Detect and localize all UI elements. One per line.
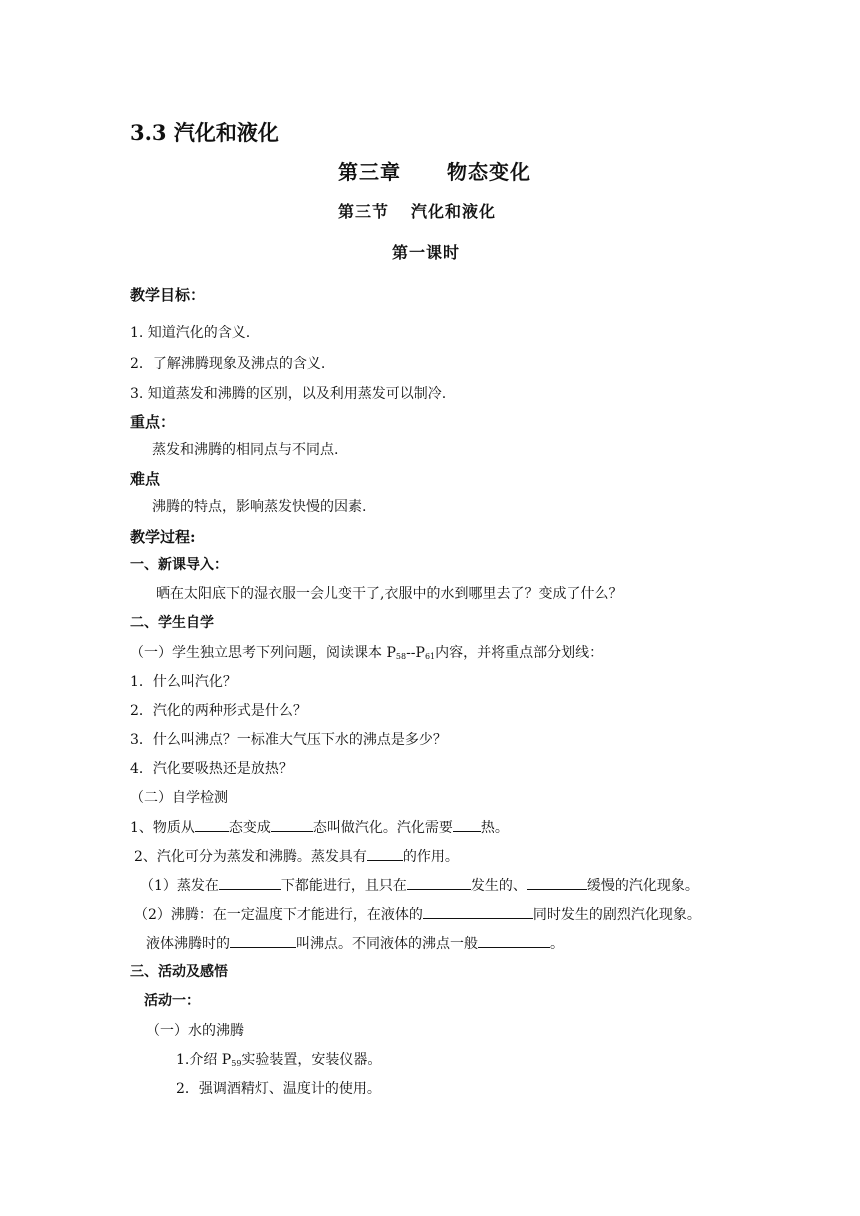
self-study-intro: （一）学生独立思考下列问题，阅读课本 $P_{58}--P_{61}$内容，并将重点部分划线：: [130, 645, 604, 661]
activity-subheading: （一）水的沸腾: [146, 1023, 244, 1039]
chapter-heading: [338, 159, 531, 185]
study-question: 2．汽化的两种形式是什么？: [130, 703, 307, 719]
answer-blank: [271, 818, 313, 832]
activity-step: 1.介绍 $P_{59}$实验装置，安装仪器。: [176, 1052, 382, 1068]
difficulty-text: 沸腾的特点，影响蒸发快慢的因素.: [152, 499, 367, 515]
chapter-number: 第三章: [338, 160, 401, 184]
part3-heading: 三、活动及感悟: [130, 964, 228, 980]
fill-blank-line: 2、汽化可分为蒸发和沸腾。蒸发具有 的作用。: [134, 849, 459, 865]
chapter-name: 物态变化: [447, 160, 531, 184]
answer-blank: [230, 934, 296, 948]
part2-heading: 二、学生自学: [130, 615, 214, 631]
document-title: 3.3 汽化和液化: [130, 120, 279, 145]
key-point-text: 蒸发和沸腾的相同点与不同点.: [152, 442, 339, 458]
goals-heading: 教学目标：: [130, 286, 206, 304]
answer-blank: [407, 876, 471, 890]
activity-step: 2．强调酒精灯、温度计的使用。: [176, 1081, 381, 1097]
answer-blank: [453, 818, 481, 832]
goal-item: 2．了解沸腾现象及沸点的含义.: [130, 356, 326, 372]
fill-blank-line: 1、物质从 态变成 态叫做汽化。汽化需要 热。: [130, 820, 509, 836]
section-number: 第三节: [338, 202, 390, 221]
part1-heading: 一、新课导入：: [130, 557, 228, 573]
fill-blank-line: （2）沸腾：在一定温度下才能进行，在液体的 同时发生的剧烈汽化现象。: [134, 907, 701, 923]
difficulty-heading: 难点: [130, 470, 161, 488]
key-point-heading: 重点：: [130, 413, 176, 431]
goal-item: 3. 知道蒸发和沸腾的区别，以及利用蒸发可以制冷.: [130, 386, 447, 402]
study-question: 1．什么叫汽化？: [130, 674, 237, 690]
section-heading: [338, 201, 496, 223]
answer-blank: [219, 876, 281, 890]
answer-blank: [478, 934, 550, 948]
answer-blank: [367, 847, 403, 861]
activity-label: 活动一：: [144, 993, 200, 1009]
process-heading: 教学过程:: [130, 528, 196, 546]
study-question: 3．什么叫沸点？一标准大气压下水的沸点是多少？: [130, 732, 447, 748]
fill-blank-line: 液体沸腾时的 叫沸点。不同液体的沸点一般 。: [146, 936, 564, 952]
answer-blank: [195, 818, 229, 832]
goal-item: 1. 知道汽化的含义.: [130, 325, 251, 341]
answer-blank: [527, 876, 587, 890]
part1-text: 晒在太阳底下的湿衣服一会儿变干了,衣服中的水到哪里去了？变成了什么？: [156, 586, 623, 602]
fill-blank-line: （1）蒸发在 下都能进行，且只在 发生的、 缓慢的汽化现象。: [140, 878, 699, 894]
study-question: 4．汽化要吸热还是放热？: [130, 761, 293, 777]
lesson-label: 第一课时: [392, 243, 461, 262]
answer-blank: [423, 905, 533, 919]
self-check-heading: （二）自学检测: [130, 790, 228, 806]
section-name: 汽化和液化: [411, 202, 497, 221]
